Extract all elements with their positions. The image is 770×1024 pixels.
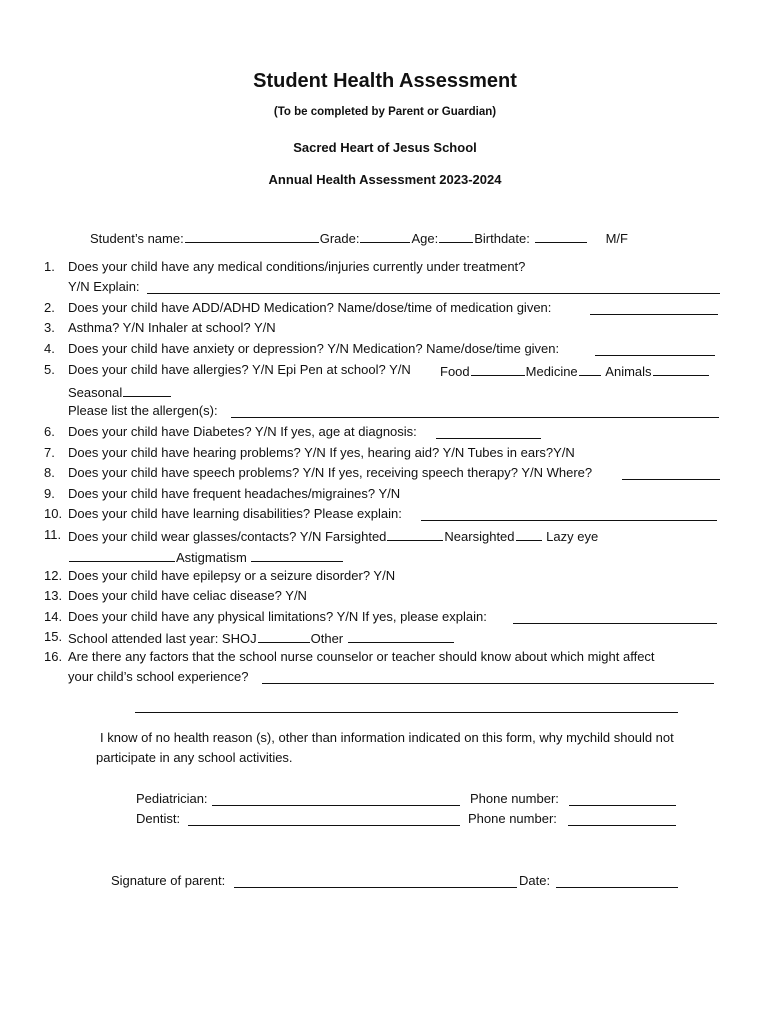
statement-line1: I know of no health reason (s), other than information indicated on this form, why mychild should not xyxy=(100,730,674,745)
q2-field[interactable] xyxy=(590,314,718,315)
q5-food-label: Food xyxy=(440,364,470,379)
q13-text: Does your child have celiac disease? Y/N xyxy=(68,588,307,603)
q9-number: 9. xyxy=(44,486,55,501)
q7-text: Does your child have hearing problems? Y/N If yes, hearing aid? Y/N Tubes in ears?Y/N xyxy=(68,445,575,460)
phone2-field[interactable] xyxy=(568,825,676,826)
q1-explain-line xyxy=(68,279,140,295)
statement-line2: participate in any school activities. xyxy=(96,750,293,765)
q5-seasonal-label: Seasonal xyxy=(68,385,123,400)
signature-field[interactable] xyxy=(234,887,517,888)
q5-allergen-field[interactable] xyxy=(231,417,719,418)
q4-number: 4. xyxy=(44,341,55,356)
school-name: Sacred Heart of Jesus School xyxy=(293,140,477,155)
age-field[interactable] xyxy=(439,229,473,243)
q5-text: Does your child have allergies? Y/N Epi Pen at school? Y/N xyxy=(68,362,411,377)
q5-number: 5. xyxy=(44,362,55,377)
q15-other-label: Other xyxy=(310,631,344,646)
date-field[interactable] xyxy=(556,887,678,888)
q1-number: 1. xyxy=(44,259,55,274)
q5-animals-field[interactable] xyxy=(653,362,709,376)
q6-text: Does your child have Diabetes? Y/N If yes, age at diagnosis: xyxy=(68,424,417,439)
q14-number: 14. xyxy=(44,609,63,624)
pediatrician-label: Pediatrician: xyxy=(136,791,208,806)
q15-text-line xyxy=(68,629,455,647)
q11-nearsighted-field[interactable] xyxy=(516,527,542,541)
assessment-year: Annual Health Assessment 2023-2024 xyxy=(268,172,502,187)
student-name-label: Student’s name: xyxy=(90,231,184,246)
phone1-label: Phone number: xyxy=(470,791,559,806)
q16-number: 16. xyxy=(44,649,63,664)
q5-medicine-label: Medicine xyxy=(525,364,578,379)
birthdate-label: Birthdate: xyxy=(474,231,530,246)
q15-other-field[interactable] xyxy=(348,629,454,643)
q16-cont-label: your child’s school experience? xyxy=(68,669,249,684)
q3-number: 3. xyxy=(44,320,55,335)
phone1-field[interactable] xyxy=(569,805,676,806)
q11-lazy-eye-label: Lazy eye xyxy=(546,529,599,544)
q4-text: Does your child have anxiety or depression? Y/N Medication? Name/dose/time given: xyxy=(68,341,560,356)
q14-text: Does your child have any physical limitations? Y/N If yes, please explain: xyxy=(68,609,487,624)
q15-shoj-field[interactable] xyxy=(258,629,310,643)
q6-number: 6. xyxy=(44,424,55,439)
q5-allergen-label: Please list the allergen(s): xyxy=(68,403,218,418)
dentist-label: Dentist: xyxy=(136,811,181,826)
q11-farsighted-field[interactable] xyxy=(387,527,443,541)
q10-field[interactable] xyxy=(421,520,717,521)
date-label: Date: xyxy=(519,873,551,888)
q8-text: Does your child have speech problems? Y/N If yes, receiving speech therapy? Y/N Where? xyxy=(68,465,593,480)
q1-text: Does your child have any medical conditions/injuries currently under treatment? xyxy=(68,259,526,274)
q13-number: 13. xyxy=(44,588,63,603)
q10-number: 10. xyxy=(44,506,63,521)
form-title: Student Health Assessment xyxy=(253,70,517,92)
q8-field[interactable] xyxy=(622,479,720,480)
q11-text-line xyxy=(68,527,598,545)
student-name-field[interactable] xyxy=(185,229,319,243)
q5-seasonal-field[interactable] xyxy=(123,383,171,397)
q11-astigmatism-field[interactable] xyxy=(251,548,343,562)
q16-field[interactable] xyxy=(262,683,714,684)
q11-nearsighted-label: Nearsighted xyxy=(444,529,515,544)
q1-explain-label: Y/N Explain: xyxy=(68,279,140,294)
q10-text: Does your child have learning disabilities? Please explain: xyxy=(68,506,402,521)
grade-field[interactable] xyxy=(360,229,410,243)
q12-number: 12. xyxy=(44,568,63,583)
q16-cont-line xyxy=(68,669,248,685)
phone2-label: Phone number: xyxy=(468,811,557,826)
q16-extra-field[interactable] xyxy=(135,712,678,713)
q11-astigmatism-line xyxy=(68,548,344,566)
q5-medicine-field[interactable] xyxy=(579,362,601,376)
q11-lazy-eye-field[interactable] xyxy=(69,548,175,562)
q9-text: Does your child have frequent headaches/migraines? Y/N xyxy=(68,486,401,501)
student-info-line xyxy=(90,229,628,247)
q5-animals-label: Animals xyxy=(605,364,652,379)
birthdate-field[interactable] xyxy=(535,229,587,243)
grade-label: Grade: xyxy=(319,231,360,246)
q5-seasonal-line xyxy=(68,383,172,401)
signature-label: Signature of parent: xyxy=(111,873,226,888)
q11-text: Does your child wear glasses/contacts? Y/N Farsighted xyxy=(68,529,387,544)
dentist-field[interactable] xyxy=(188,825,460,826)
q16-text: Are there any factors that the school nurse counselor or teacher should know about which might affect xyxy=(68,649,655,664)
q3-text: Asthma? Y/N Inhaler at school? Y/N xyxy=(68,320,276,335)
q5-allergen-line xyxy=(68,403,218,419)
q6-field[interactable] xyxy=(436,438,541,439)
form-subtitle: (To be completed by Parent or Guardian) xyxy=(273,106,497,118)
sex-label: M/F xyxy=(605,231,628,246)
q5-allergy-types xyxy=(440,362,710,380)
q15-text: School attended last year: SHOJ xyxy=(68,631,257,646)
q1-explain-field[interactable] xyxy=(147,293,720,294)
q12-text: Does your child have epilepsy or a seizure disorder? Y/N xyxy=(68,568,396,583)
q2-text: Does your child have ADD/ADHD Medication? Name/dose/time of medication given: xyxy=(68,300,552,315)
q7-number: 7. xyxy=(44,445,55,460)
q4-field[interactable] xyxy=(595,355,715,356)
q11-astigmatism-label: Astigmatism xyxy=(176,550,247,565)
q8-number: 8. xyxy=(44,465,55,480)
age-label: Age: xyxy=(411,231,439,246)
q2-number: 2. xyxy=(44,300,55,315)
pediatrician-field[interactable] xyxy=(212,805,460,806)
q5-food-field[interactable] xyxy=(471,362,525,376)
q15-number: 15. xyxy=(44,629,63,644)
q11-number: 11. xyxy=(44,527,62,542)
q14-field[interactable] xyxy=(513,623,717,624)
